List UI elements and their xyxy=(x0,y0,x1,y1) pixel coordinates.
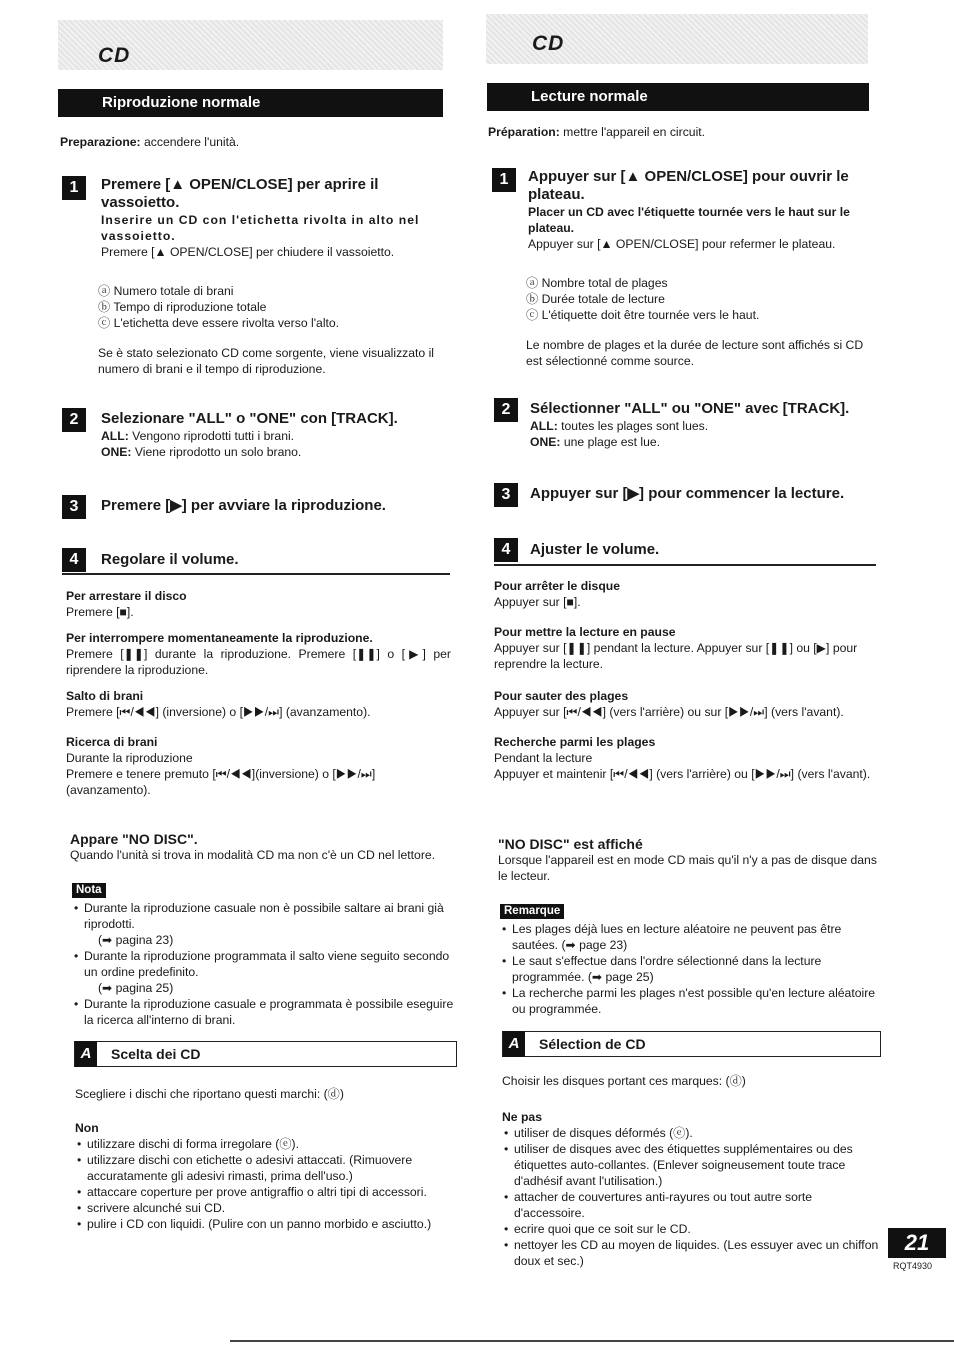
note-item: • Le saut s'effectue dans l'ordre sélectionné dans la lecture programmée. (➡ page 25) xyxy=(500,953,884,985)
step-number: 3 xyxy=(494,483,518,507)
op-heading: Pour sauter des plages xyxy=(494,689,629,703)
step-3 xyxy=(494,483,884,507)
do-not-heading: Non xyxy=(75,1121,99,1135)
do-not-item: • ecrire quoi que ce soit sur le CD. xyxy=(502,1221,884,1237)
do-not-item: • attacher de couvertures anti-rayures ou tout autre sorte d'accessoire. xyxy=(502,1189,884,1221)
legend-item: ⓑ Durée totale de lecture xyxy=(526,292,665,306)
do-not-heading: Ne pas xyxy=(502,1110,542,1124)
do-not-section xyxy=(75,1120,460,1232)
legend-item: ⓐ Numero totale di brani xyxy=(98,284,234,298)
step-number: 2 xyxy=(494,398,518,422)
op-text: Premere [⏮/◀◀] (inversione) o [▶▶/⏭] (avanzamento). xyxy=(66,705,371,719)
do-not-item: • utiliser de disques déformés (ⓔ). xyxy=(502,1125,884,1141)
do-not-item: • utiliser de disques avec des étiquettes supplémentaires ou des étiquettes auto-collantes. (Enlever soigneusement toute trace d'adhésif avant l'utilisation.) xyxy=(502,1141,884,1189)
note-section xyxy=(500,901,884,1017)
op-heading: Salto di brani xyxy=(66,689,144,703)
do-not-item: • utilizzare dischi di forma irregolare (ⓔ). xyxy=(75,1136,460,1152)
box-header xyxy=(502,1031,881,1057)
note-item: • Durante la riproduzione casuale e programmata è possibile eseguire la ricerca all'interno di brani. xyxy=(72,996,457,1028)
step-title: Selezionare "ALL" o "ONE" con [TRACK]. xyxy=(101,410,398,427)
step-3 xyxy=(62,495,448,519)
display-legend xyxy=(98,283,448,331)
step-number: 4 xyxy=(494,538,518,562)
cd-title: CD xyxy=(98,44,131,67)
step-text: Premere [▲ OPEN/CLOSE] per chiudere il vassoietto. xyxy=(101,245,395,259)
step-number: 1 xyxy=(492,168,516,192)
op-text: Appuyer sur [■]. xyxy=(494,595,581,609)
box-title: Sélection de CD xyxy=(539,1036,646,1052)
legend-note: Le nombre de plages et la durée de lecture sont affichés si CD est sélectionné comme source. xyxy=(526,338,864,368)
one-text: une plage est lue. xyxy=(560,435,661,449)
section-bar: Riproduzione normale xyxy=(58,89,443,117)
op-text: Appuyer sur [❚❚] pendant la lecture. Appuyer sur [❚❚] ou [▶] pour reprendre la lecture. xyxy=(494,641,858,671)
bottom-rule xyxy=(230,1340,954,1342)
cd-header xyxy=(486,14,868,64)
divider xyxy=(62,573,450,575)
choose-text: Choisir les disques portant ces marques: (ⓓ) xyxy=(502,1074,746,1088)
step-title: Appuyer sur [▶] pour commencer la lecture. xyxy=(530,485,845,502)
note-section xyxy=(72,880,457,1028)
note-tag: Remarque xyxy=(500,904,564,919)
note-item: • Les plages déjà lues en lecture aléatoire ne peuvent pas être sautées. (➡ page 23) xyxy=(500,921,884,953)
step-2 xyxy=(494,398,884,450)
no-disc-section xyxy=(70,831,455,863)
display-legend xyxy=(526,275,876,323)
preparation-label: Preparazione: xyxy=(60,135,141,149)
note-item: • La recherche parmi les plages n'est possible qu'en lecture aléatoire ou programmée. xyxy=(500,985,884,1017)
do-not-item: • attaccare coperture per prove antigraffio o altri tipi di accessori. xyxy=(75,1184,460,1200)
legend-item: ⓑ Tempo di riproduzione totale xyxy=(98,300,267,314)
op-text: Appuyer sur [⏮/◀◀] (vers l'arrière) ou sur [▶▶/⏭] (vers l'avant). xyxy=(494,705,844,719)
op-heading: Pour mettre la lecture en pause xyxy=(494,625,676,639)
step-number: 2 xyxy=(62,408,86,432)
box-letter: A xyxy=(75,1041,97,1067)
divider xyxy=(494,564,876,566)
step-4 xyxy=(494,538,884,562)
one-label: ONE: xyxy=(101,445,132,459)
step-title: Ajuster le volume. xyxy=(530,541,660,558)
note-tag: Nota xyxy=(72,883,106,898)
preparation-label: Préparation: xyxy=(488,125,560,139)
cd-header xyxy=(58,20,443,70)
operations xyxy=(66,588,451,798)
step-number: 3 xyxy=(62,495,86,519)
step-number: 1 xyxy=(62,176,86,200)
note-item: • Durante la riproduzione programmata il salto viene seguito secondo un ordine predefinito. (➡ pagina 25) xyxy=(72,948,457,996)
no-disc-section xyxy=(498,836,882,884)
no-disc-text: Lorsque l'appareil est en mode CD mais qu'il n'y a pas de disque dans le lecteur. xyxy=(498,853,877,883)
preparation-text: mettre l'appareil en circuit. xyxy=(559,125,706,139)
legend-item: ⓒ L'étiquette doit être tournée vers le haut. xyxy=(526,308,760,322)
step-2 xyxy=(62,408,448,460)
do-not-item: • utilizzare dischi con etichette o adesivi attaccati. (Rimuovere accuratamente gli adesivi rimasti, prima dell'uso.) xyxy=(75,1152,460,1184)
op-text: Premere [■]. xyxy=(66,605,134,619)
op-heading: Ricerca di brani xyxy=(66,735,158,749)
preparation-line xyxy=(60,134,239,150)
step-4 xyxy=(62,548,448,572)
choose-text: Scegliere i dischi che riportano questi marchi: (ⓓ) xyxy=(75,1087,344,1101)
one-text: Viene riprodotto un solo brano. xyxy=(131,445,302,459)
all-text: Vengono riprodotti tutti i brani. xyxy=(128,429,295,443)
operations xyxy=(494,578,878,782)
box-title: Scelta dei CD xyxy=(111,1046,201,1062)
do-not-item: • nettoyer les CD au moyen de liquides. (Les essuyer avec un chiffon doux et sec.) xyxy=(502,1237,884,1269)
all-text: toutes les plages sont lues. xyxy=(557,419,709,433)
step-title: Premere [▲ OPEN/CLOSE] per aprire il vassoietto. xyxy=(101,176,379,211)
no-disc-text: Quando l'unità si trova in modalità CD ma non c'è un CD nel lettore. xyxy=(70,848,436,862)
legend-item: ⓐ Nombre total de plages xyxy=(526,276,668,290)
step-title: Appuyer sur [▲ OPEN/CLOSE] pour ouvrir le plateau. xyxy=(528,168,849,203)
no-disc-heading: "NO DISC" est affiché xyxy=(498,836,643,852)
step-number: 4 xyxy=(62,548,86,572)
do-not-item: • scrivere alcunché sui CD. xyxy=(75,1200,460,1216)
preparation-text: accendere l'unità. xyxy=(140,135,240,149)
one-label: ONE: xyxy=(530,435,561,449)
step-title: Regolare il volume. xyxy=(101,551,239,568)
section-bar: Lecture normale xyxy=(487,83,869,111)
step-1 xyxy=(492,168,884,252)
step-1 xyxy=(62,176,448,260)
step-title: Premere [▶] per avviare la riproduzione. xyxy=(101,497,386,514)
box-letter: A xyxy=(503,1031,525,1057)
op-text: Premere [❚❚] durante la riproduzione. Premere [❚❚] o [▶] per riprendere la riproduzione. xyxy=(66,647,451,677)
step-instruction: Inserire un CD con l'etichetta rivolta in alto nel vassoietto. xyxy=(101,213,420,243)
op-heading: Pour arrêter le disque xyxy=(494,579,620,593)
op-text: Durante la riproduzione Premere e tenere premuto [⏮/◀◀](inversione) o [▶▶/⏭] (avanzamento). xyxy=(66,751,376,797)
op-heading: Per interrompere momentaneamente la riproduzione. xyxy=(66,631,373,645)
document-code: RQT4930 xyxy=(893,1261,933,1271)
all-label: ALL: xyxy=(101,429,129,443)
box-header xyxy=(74,1041,457,1067)
page-number: 21 xyxy=(888,1228,946,1258)
step-instruction: Placer un CD avec l'étiquette tournée vers le haut sur le plateau. xyxy=(528,205,850,235)
do-not-section xyxy=(502,1109,884,1269)
step-title: Sélectionner "ALL" ou "ONE" avec [TRACK]. xyxy=(530,400,850,417)
op-heading: Recherche parmi les plages xyxy=(494,735,656,749)
op-text: Pendant la lecture Appuyer et maintenir [⏮/◀◀] (vers l'arrière) ou [▶▶/⏭] (vers l'avant). xyxy=(494,751,871,781)
preparation-line xyxy=(488,124,705,140)
op-heading: Per arrestare il disco xyxy=(66,589,187,603)
legend-item: ⓒ L'etichetta deve essere rivolta verso l'alto. xyxy=(98,316,340,330)
step-text: Appuyer sur [▲ OPEN/CLOSE] pour refermer le plateau. xyxy=(528,237,836,251)
do-not-item: • pulire i CD con liquidi. (Pulire con un panno morbido e asciutto.) xyxy=(75,1216,460,1232)
legend-note: Se è stato selezionato CD come sorgente, viene visualizzato il numero di brani e il tempo di riproduzione. xyxy=(98,346,435,376)
no-disc-heading: Appare "NO DISC". xyxy=(70,831,198,847)
all-label: ALL: xyxy=(530,419,558,433)
cd-title: CD xyxy=(532,32,565,55)
note-item: • Durante la riproduzione casuale non è possibile saltare ai brani già riprodotti. (➡ pagina 23) xyxy=(72,900,457,948)
